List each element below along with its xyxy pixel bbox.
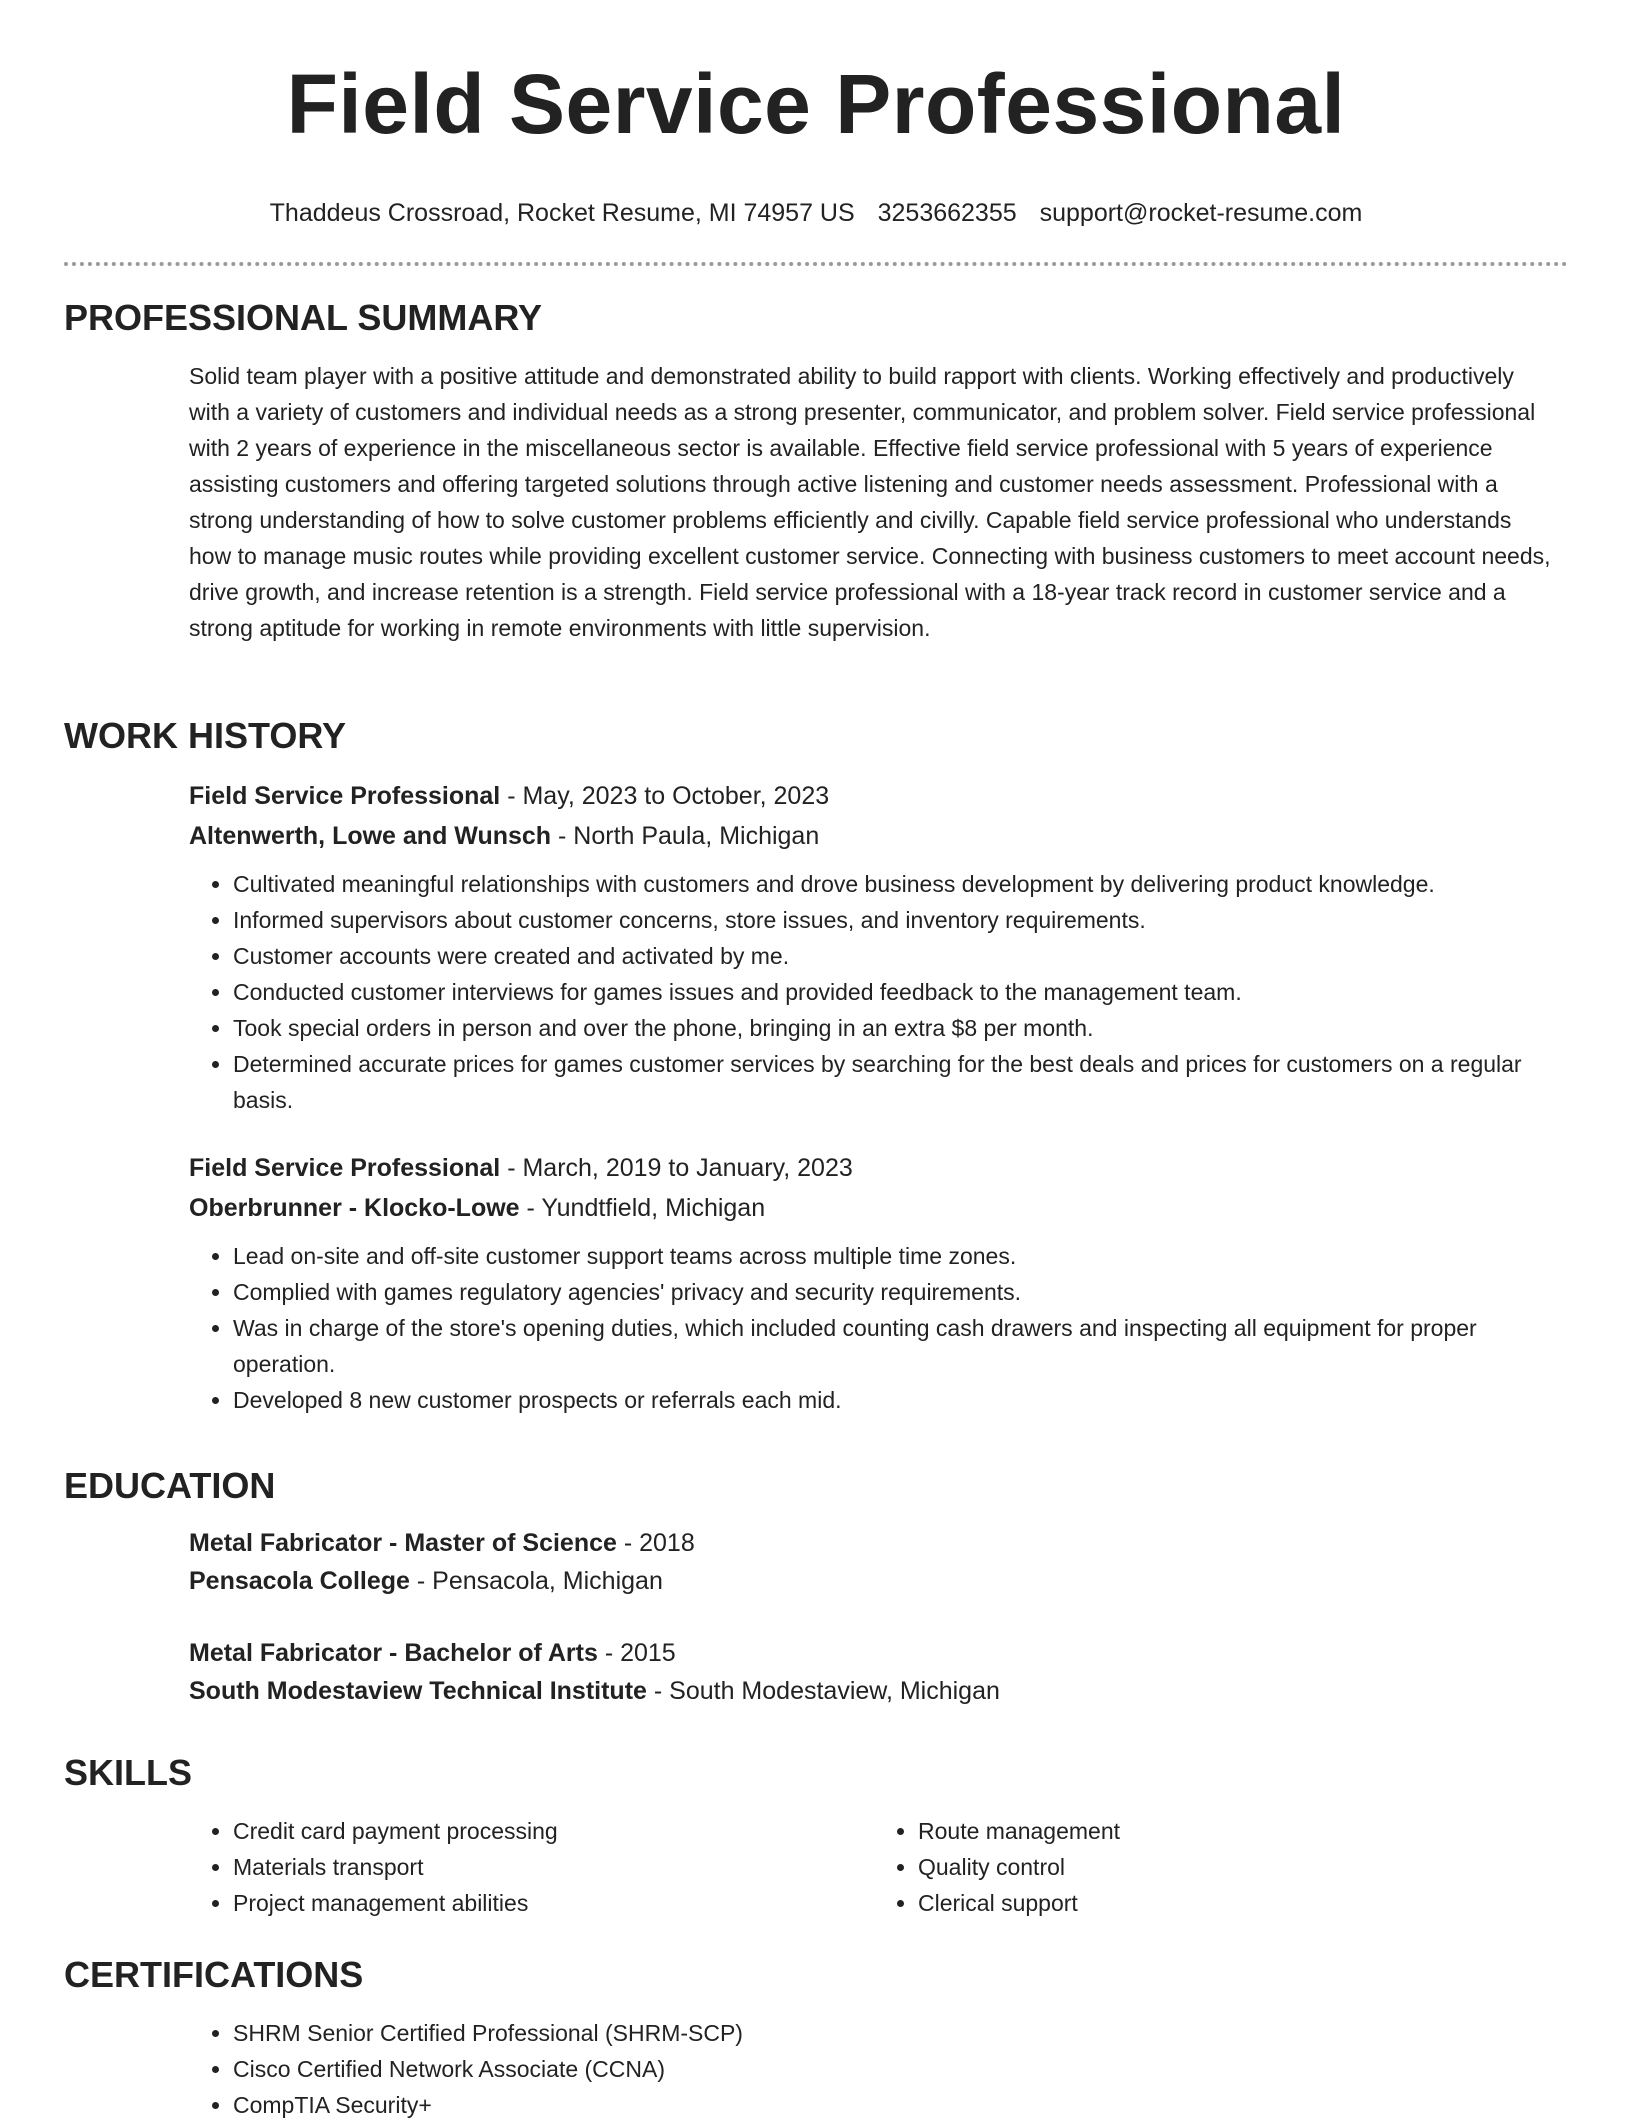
job-entry — [189, 776, 1559, 1118]
certifications-list — [189, 2015, 1559, 2123]
education-entry — [189, 1524, 1559, 1600]
education-location: - South Modestaview, Michigan — [646, 1677, 1000, 1705]
contact-phone: 3253662355 — [877, 199, 1017, 227]
resume-name: Field Service Professional — [286, 57, 1346, 151]
skill-item: • Quality control — [918, 1849, 1559, 1885]
skills-list-left — [189, 1813, 874, 1921]
job-role: Field Service Professional — [189, 1154, 501, 1182]
skills-columns — [189, 1813, 1559, 1921]
certifications-section — [64, 1953, 1568, 2123]
education-year: - 2015 — [597, 1639, 676, 1667]
job-company-line — [189, 816, 1559, 856]
education-entry — [189, 1634, 1559, 1710]
job-title-line — [189, 1148, 1559, 1188]
summary-title: PROFESSIONAL SUMMARY — [64, 297, 543, 338]
education-section — [64, 1464, 1568, 1710]
job-title-line — [189, 776, 1559, 816]
job-location: - Yundtfield, Michigan — [519, 1194, 766, 1222]
job-bullet: • Determined accurate prices for games customer services by searching for the best deals and prices for customers on a regular basis. — [233, 1046, 1559, 1118]
header-divider — [64, 262, 1568, 266]
job-location: - North Paula, Michigan — [551, 822, 820, 850]
education-school: Pensacola College — [189, 1567, 410, 1595]
certification-item: • Cisco Certified Network Associate (CCNA) — [233, 2051, 1559, 2087]
skills-section — [64, 1751, 1568, 1921]
job-bullet: • Informed supervisors about customer concerns, store issues, and inventory requirements. — [233, 902, 1559, 938]
certifications-block — [189, 2015, 1559, 2123]
job-bullet: • Conducted customer interviews for games issues and provided feedback to the management team. — [233, 974, 1559, 1010]
education-degree: Metal Fabricator - Bachelor of Arts — [189, 1639, 598, 1667]
job-company-line — [189, 1188, 1559, 1228]
job-dates: - March, 2019 to January, 2023 — [500, 1154, 853, 1182]
job-bullet: • Developed 8 new customer prospects or referrals each mid. — [233, 1382, 1559, 1418]
job-bullets — [189, 1238, 1559, 1418]
education-school-line — [189, 1562, 1559, 1600]
job-bullet: • Customer accounts were created and activated by me. — [233, 938, 1559, 974]
contact-address: Thaddeus Crossroad, Rocket Resume, MI 74957 US — [269, 199, 855, 227]
job-bullet: • Cultivated meaningful relationships with customers and drove business development by delivering product knowledge. — [233, 866, 1559, 902]
education-title: EDUCATION — [64, 1465, 276, 1506]
summary-text: Solid team player with a positive attitude and demonstrated ability to build rapport with clients. Working effectively and productively with a variety of customers and individual needs as a strong presenter, communicator, and problem solver. Field service professional with 2 years of experience in the miscellaneous sector is available. Effective field service professional with 5 years of experience assisting customers and offering targeted solutions through active listening and customer needs assessment. Professional with a strong understanding of how to solve customer problems efficiently and civilly. Capable field service professional who understands how to manage music routes while providing excellent customer service. Connecting with business customers to meet account needs, drive growth, and increase retention is a strength. Field service professional with a 18-year track record in customer service and a strong aptitude for working in remote environments with little supervision. — [189, 363, 1551, 641]
job-bullet: • Was in charge of the store's opening duties, which included counting cash drawers and inspecting all equipment for proper operation. — [233, 1310, 1559, 1382]
job-entry — [189, 1148, 1559, 1418]
job-bullets — [189, 866, 1559, 1118]
job-bullet: • Complied with games regulatory agencies' privacy and security requirements. — [233, 1274, 1559, 1310]
certifications-title: CERTIFICATIONS — [64, 1954, 364, 1995]
skill-item: • Materials transport — [233, 1849, 874, 1885]
education-degree: Metal Fabricator - Master of Science — [189, 1529, 617, 1557]
job-company: Altenwerth, Lowe and Wunsch — [189, 822, 552, 850]
skills-list-right — [874, 1813, 1559, 1921]
job-bullet: • Lead on-site and off-site customer support teams across multiple time zones. — [233, 1238, 1559, 1274]
job-dates: - May, 2023 to October, 2023 — [500, 782, 830, 810]
job-company: Oberbrunner - Klocko-Lowe — [189, 1194, 520, 1222]
education-school-line — [189, 1672, 1559, 1710]
skill-item: • Project management abilities — [233, 1885, 874, 1921]
contact-email: support@rocket-resume.com — [1039, 199, 1363, 227]
skill-item: • Route management — [918, 1813, 1559, 1849]
education-degree-line — [189, 1524, 1559, 1562]
contact-line — [64, 198, 1568, 228]
skills-title: SKILLS — [64, 1752, 193, 1793]
education-degree-line — [189, 1634, 1559, 1672]
education-location: - Pensacola, Michigan — [409, 1567, 663, 1595]
work-history-section — [64, 714, 1568, 1418]
summary-section — [64, 296, 1568, 646]
job-bullet: • Took special orders in person and over the phone, bringing in an extra $8 per month. — [233, 1010, 1559, 1046]
work-history-title: WORK HISTORY — [64, 715, 347, 756]
skill-item: • Clerical support — [918, 1885, 1559, 1921]
education-year: - 2018 — [616, 1529, 695, 1557]
education-school: South Modestaview Technical Institute — [189, 1677, 647, 1705]
job-role: Field Service Professional — [189, 782, 501, 810]
certification-item: • SHRM Senior Certified Professional (SHRM-SCP) — [233, 2015, 1559, 2051]
skill-item: • Credit card payment processing — [233, 1813, 874, 1849]
certification-item: • CompTIA Security+ — [233, 2087, 1559, 2123]
